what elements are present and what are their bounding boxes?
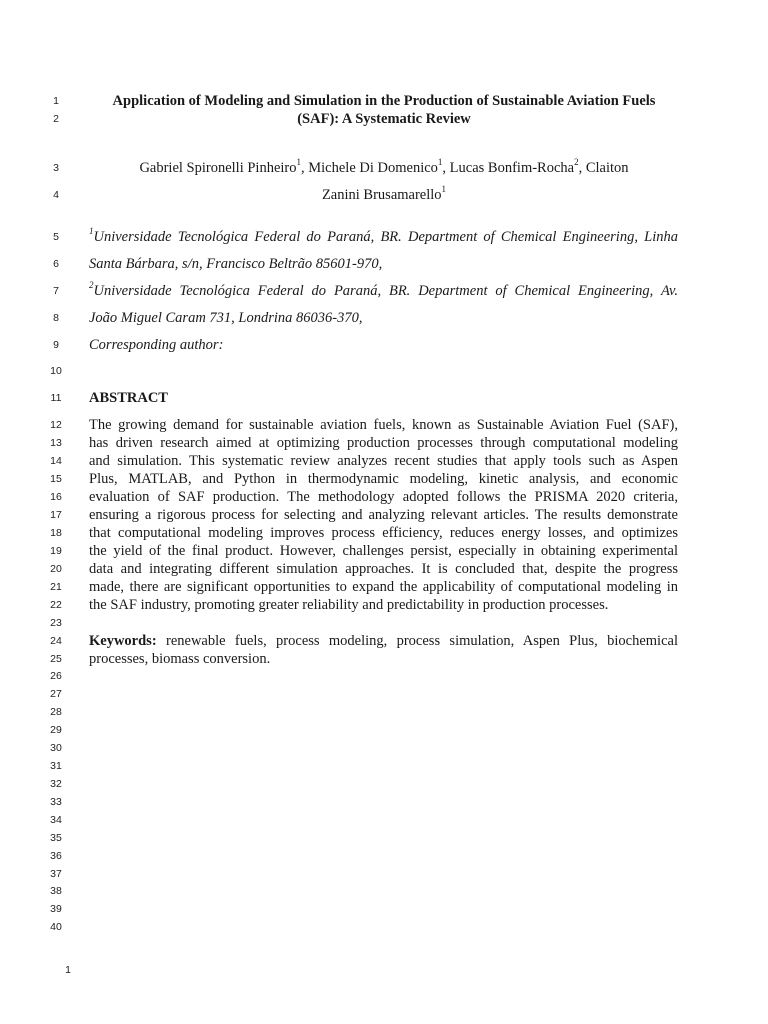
affiliation-marker: 2 (89, 280, 94, 291)
line-number: 33 (50, 796, 62, 808)
line-number: 13 (50, 437, 62, 449)
abstract-line: made, there are significant opportunities to expand the applicability of computational modeling in (89, 579, 678, 595)
line-number: 7 (53, 285, 59, 297)
corresponding-author: Corresponding author: (89, 337, 224, 353)
abstract-line: ensuring a rigorous process for selecting and analyzing relevant articles. The results demonstrate (89, 507, 678, 523)
author-name: Zanini Brusamarello (321, 187, 442, 203)
page-number: 1 (65, 964, 71, 976)
affiliation-marker: 1 (89, 226, 94, 237)
line-number: 30 (50, 742, 62, 754)
title-line-1: Application of Modeling and Simulation in the Production of Sustainable Aviation Fuels (112, 93, 656, 109)
line-number: 29 (50, 724, 62, 736)
authors-line-1 (89, 159, 679, 177)
abstract-line: Plus, MATLAB, and Python in thermodynamic modeling, kinetic analysis, and economic (89, 471, 678, 487)
affiliation-marker: 1 (437, 157, 443, 168)
line-number: 24 (50, 635, 62, 647)
affiliation-2-line-2: João Miguel Caram 731, Londrina 86036-370, (89, 310, 363, 326)
abstract-line: The growing demand for sustainable aviation fuels, known as Sustainable Aviation Fuel (SAF), (89, 417, 678, 433)
line-number: 10 (50, 365, 62, 377)
line-number: 34 (50, 814, 62, 826)
abstract-line: the yield of the final product. However, challenges persist, especially in obtaining experimental (89, 543, 678, 559)
author-name: , Lucas Bonfim-Rocha (442, 160, 575, 176)
line-number: 8 (53, 312, 59, 324)
line-number: 18 (50, 527, 62, 539)
affiliation-marker: 2 (574, 157, 579, 168)
line-number: 11 (50, 392, 62, 404)
line-number: 16 (50, 491, 62, 503)
keywords-text: renewable fuels, process modeling, process simulation, Aspen Plus, biochemical (156, 633, 678, 649)
line-number: 9 (53, 339, 59, 351)
keywords-line-1 (89, 632, 678, 650)
line-number: 3 (53, 162, 59, 174)
line-number: 19 (50, 545, 62, 557)
line-number: 40 (50, 921, 62, 933)
line-number: 27 (50, 688, 62, 700)
author-name: Gabriel Spironelli Pinheiro (139, 160, 297, 176)
title-line-2: (SAF): A Systematic Review (297, 111, 471, 127)
line-number: 4 (53, 189, 59, 201)
affiliation-text: Universidade Tecnológica Federal do Paraná, BR. Department of Chemical Engineering, Av. (93, 283, 678, 299)
line-number: 20 (50, 563, 62, 575)
line-number: 22 (50, 599, 62, 611)
abstract-line: data and integrating different simulation approaches. It is concluded that, despite the progress (89, 561, 678, 577)
affiliation-1-line-2: Santa Bárbara, s/n, Francisco Beltrão 85601-970, (89, 256, 383, 272)
line-number: 31 (50, 760, 62, 772)
author-name: , Michele Di Domenico (301, 160, 438, 176)
line-number: 36 (50, 850, 62, 862)
line-number: 5 (53, 231, 59, 243)
line-number: 35 (50, 832, 62, 844)
line-number: 21 (50, 581, 62, 593)
authors-line-2 (89, 186, 679, 204)
line-number: 1 (53, 95, 59, 107)
affiliation-text: Universidade Tecnológica Federal do Paraná, BR. Department of Chemical Engineering, Linha (93, 229, 678, 245)
line-number: 26 (50, 670, 62, 682)
abstract-line: and simulation. This systematic review analyzes recent studies that apply tools such as Aspen (89, 453, 678, 469)
abstract-heading: ABSTRACT (89, 390, 168, 406)
line-number: 6 (53, 258, 59, 270)
author-name: , Claiton (578, 160, 629, 176)
abstract-line: that computational modeling improves process efficiency, reduces energy losses, and optimizes (89, 525, 678, 541)
affiliation-marker: 1 (296, 157, 301, 168)
line-number: 38 (50, 885, 62, 897)
line-number: 17 (50, 509, 62, 521)
abstract-line: evaluation of SAF production. The methodology adopted follows the PRISMA 2020 criteria, (89, 489, 678, 505)
keywords-line-2: processes, biomass conversion. (89, 651, 271, 667)
line-number: 25 (50, 653, 62, 665)
keywords-label: Keywords: (89, 633, 157, 649)
line-number: 15 (50, 473, 62, 485)
affiliation-1-line-1 (89, 228, 678, 246)
affiliation-2-line-1 (89, 282, 678, 300)
abstract-line: has driven research aimed at optimizing production processes through computational modeling (89, 435, 678, 451)
affiliation-marker: 1 (441, 184, 447, 195)
line-number: 32 (50, 778, 62, 790)
line-number: 37 (50, 868, 62, 880)
abstract-line: the SAF industry, promoting greater reliability and predictability in production processes. (89, 597, 609, 613)
line-number: 14 (50, 455, 62, 467)
line-number: 23 (50, 617, 62, 629)
line-number: 28 (50, 706, 62, 718)
line-number: 39 (50, 903, 62, 915)
line-number: 12 (50, 419, 62, 431)
line-number: 2 (53, 113, 59, 125)
